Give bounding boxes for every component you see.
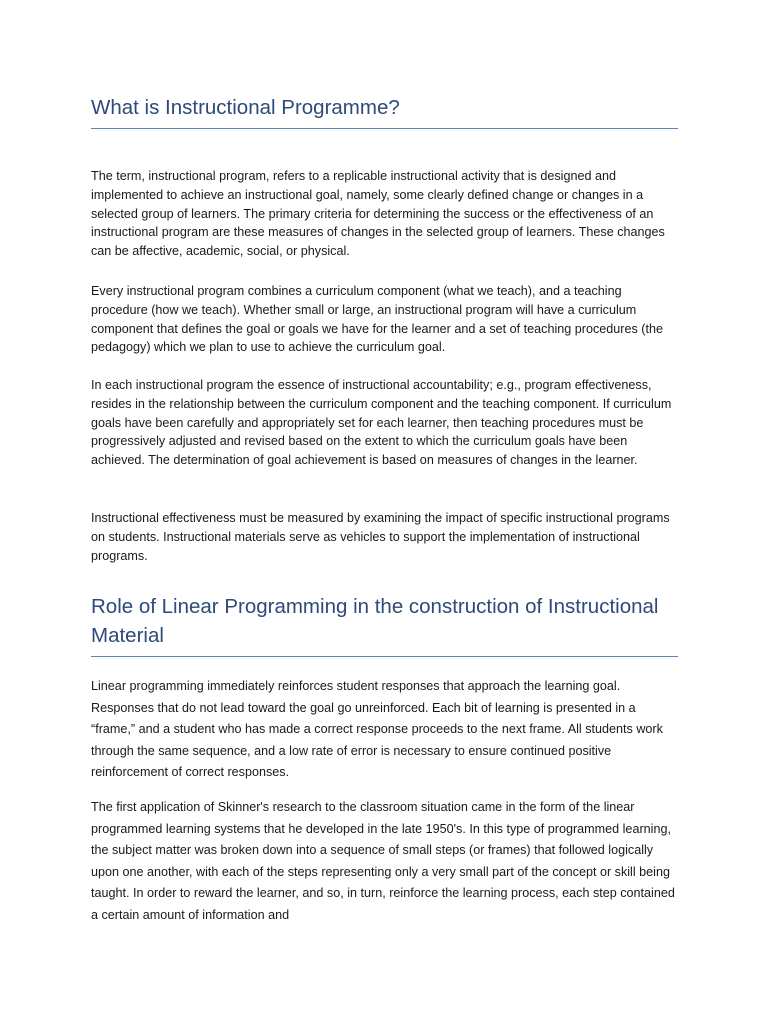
section-heading-instructional-programme: What is Instructional Programme? bbox=[91, 94, 678, 129]
paragraph: Instructional effectiveness must be measured by examining the impact of specific instructional programs on students. Instructional materials serve as vehicles to support the implementation of instructional programs. bbox=[91, 511, 670, 563]
paragraph: The term, instructional program, refers to a replicable instructional activity that is designed and implemented to achieve an instructional goal, namely, some clearly defined change or changes in a selected group of learners. The primary criteria for determining the success or the effectiveness of an instructional program are these measures of changes in the selected group of learners. These changes can be affective, academic, social, or physical. bbox=[91, 169, 665, 259]
paragraph: Linear programming immediately reinforces student responses that approach the learning goal. Responses that do not lead toward the goal go unreinforced. Each bit of learning is presented in a “frame,” and a student who has made a correct response proceeds to the next frame. All students work through the same sequence, and a low rate of error is necessary to ensure continued positive reinforcement of correct responses. bbox=[91, 679, 663, 780]
paragraph: Every instructional program combines a curriculum component (what we teach), and a teaching procedure (how we teach). Whether small or large, an instructional program will have a curriculum component that defines the goal or goals we have for the learner and a set of teaching procedures (the pedagogy) which we plan to use to achieve the curriculum goal. bbox=[91, 284, 663, 355]
section-heading-linear-programming: Role of Linear Programming in the construction of Instructional Material bbox=[91, 592, 678, 657]
paragraph: In each instructional program the essence of instructional accountability; e.g., program effectiveness, resides in the relationship between the curriculum component and the teaching component. If curriculum goals have been carefully and appropriately set for each learner, then teaching procedures must be progressively adjusted and revised based on the extent to which the curriculum goals have been achieved. The determination of goal achievement is based on measures of changes in the learner. bbox=[91, 378, 672, 468]
paragraph: The first application of Skinner's research to the classroom situation came in the form of the linear programmed learning systems that he developed in the late 1950's. In this type of programmed learning, the subject matter was broken down into a sequence of small steps (or frames) that followed logically upon one another, with each of the steps representing only a very small part of the concept or skill being taught. In order to reward the learner, and so, in turn, reinforce the learning process, each step contained a certain amount of information and bbox=[91, 800, 675, 922]
